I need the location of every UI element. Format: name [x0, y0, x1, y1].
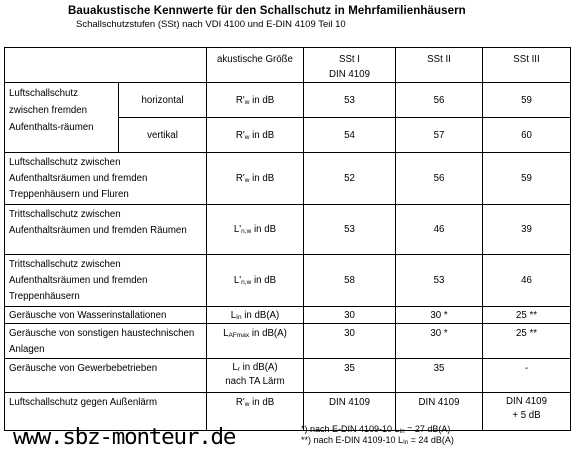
qty-unit: in dB(A)	[239, 362, 278, 373]
footnote-1-sub: In	[399, 429, 405, 435]
row-wasser-groesse	[207, 307, 304, 324]
row-treppen-luft-groesse	[207, 153, 304, 205]
website-logo: www.sbz-monteur.de	[13, 424, 236, 450]
row-haustechnik-groesse	[207, 324, 304, 359]
qty-symbol: R'	[235, 94, 245, 106]
qty-subscript: In	[236, 313, 242, 321]
footnote-2	[301, 435, 454, 446]
row-aussen-label: Luftschallschutz gegen Außenlärm	[5, 393, 207, 431]
row-vertikal-sub: vertikal	[119, 118, 207, 153]
header-sst1	[304, 48, 396, 83]
row-treppen-luft-label: Luftschallschutz zwischen Aufenthaltsräumen und fremden Treppenhäusern und Fluren	[5, 153, 207, 205]
footnote-1-text: *) nach E-DIN 4109-10 L	[301, 424, 400, 434]
row-aussen-sst1: DIN 4109	[304, 393, 396, 431]
qty-symbol: L'	[233, 275, 242, 286]
qty-subscript: r	[237, 366, 240, 373]
qty-symbol: L'	[233, 224, 242, 235]
table-row-haustechnik	[5, 324, 571, 359]
header-sst1-line1: SSt I	[339, 54, 360, 65]
row-gewerbe-sst2: 35	[396, 359, 483, 393]
row-gewerbe-sst3: -	[483, 359, 571, 393]
footnote-1	[301, 424, 454, 435]
qty-subscript: n,w	[241, 279, 252, 286]
row-tritt-treppen-label: Trittschallschutz zwischen Aufenthaltsräumen und fremden Treppenhäusern	[5, 255, 207, 307]
row-vertikal-sst1: 54	[304, 118, 396, 153]
qty-subscript: w	[244, 401, 250, 408]
footnotes	[301, 424, 454, 446]
luft-label-cell: Luftschallschutz zwischen fremden Aufenthalts-räumen	[5, 83, 119, 153]
qty-unit: in dB	[249, 94, 275, 106]
row-treppen-luft-sst3: 59	[483, 153, 571, 205]
row-gewerbe-sst1: 35	[304, 359, 396, 393]
row-tritt-raeume-groesse	[207, 205, 304, 255]
row-tritt-treppen-sst2: 53	[396, 255, 483, 307]
row-aussen-sst3-line2: + 5 dB	[512, 410, 541, 421]
row-haustechnik-sst3: 25 **	[483, 324, 571, 359]
row-tritt-treppen-sst1: 58	[304, 255, 396, 307]
header-sst3: SSt III	[483, 48, 571, 83]
row-haustechnik-sst2: 30 *	[396, 324, 483, 359]
footnote-1-value: = 27 dB(A)	[404, 424, 451, 434]
qty-unit: in dB(A)	[241, 309, 280, 321]
row-wasser-sst1: 30	[304, 307, 396, 324]
table-row-tritt-raeume	[5, 205, 571, 255]
row-vertikal-sst2: 57	[396, 118, 483, 153]
table-row-wasser	[5, 307, 571, 324]
row-aussen-sst3	[483, 393, 571, 431]
row-tritt-raeume-sst3: 39	[483, 205, 571, 255]
qty-subscript: w	[244, 133, 250, 141]
row-wasser-label: Geräusche von Wasserinstallationen	[5, 307, 207, 324]
qty-symbol: L	[232, 362, 238, 373]
qty-unit: in dB	[249, 397, 275, 408]
qty-unit: in dB	[249, 129, 275, 141]
row-aussen-sst2: DIN 4109	[396, 393, 483, 431]
row-horizontal-groesse	[207, 83, 304, 118]
kennwerte-table	[4, 47, 571, 431]
row-vertikal-groesse	[207, 118, 304, 153]
row-vertikal-sst3: 60	[483, 118, 571, 153]
page-title: Bauakustische Kennwerte für den Schallschutz in Mehrfamilienhäusern	[68, 5, 466, 17]
row-horizontal-sub: horizontal	[119, 83, 207, 118]
page-subtitle: Schallschutzstufen (SSt) nach VDI 4100 und E-DIN 4109 Teil 10	[76, 19, 346, 30]
row-tritt-raeume-sst1: 53	[304, 205, 396, 255]
qty-subscript: n,w	[241, 228, 252, 235]
footnote-2-value: = 24 dB(A)	[408, 435, 454, 445]
row-horizontal-sst1: 53	[304, 83, 396, 118]
qty-subscript: w	[244, 177, 250, 184]
qty-unit: in dB	[251, 275, 277, 286]
row-gewerbe-groesse-line1	[211, 361, 299, 375]
row-tritt-raeume-sst2: 46	[396, 205, 483, 255]
qty-symbol: L	[223, 328, 229, 339]
qty-symbol: R'	[235, 397, 245, 408]
footnote-2-text: **) nach E-DIN 4109-10 L	[301, 435, 404, 445]
header-groesse: akustische Größe	[207, 48, 304, 83]
row-treppen-luft-sst1: 52	[304, 153, 396, 205]
row-gewerbe-groesse	[207, 359, 304, 393]
row-tritt-raeume-label: Trittschallschutz zwischen Aufenthaltsräumen und fremden Räumen	[5, 205, 207, 255]
row-aussen-sst3-line1: DIN 4109	[506, 396, 547, 407]
row-treppen-luft-sst2: 56	[396, 153, 483, 205]
row-wasser-sst2: 30 *	[396, 307, 483, 324]
qty-unit: in dB(A)	[249, 328, 287, 339]
footnote-2-sub: In	[403, 440, 409, 446]
header-sst1-line2: DIN 4109	[329, 69, 370, 80]
table-row-horizontal	[5, 83, 571, 118]
row-haustechnik-label: Geräusche von sonstigen haustechnischen Anlagen	[5, 324, 207, 359]
row-tritt-treppen-groesse	[207, 255, 304, 307]
qty-unit: in dB	[251, 224, 277, 235]
header-row	[5, 48, 571, 83]
qty-symbol: L	[230, 309, 237, 321]
row-gewerbe-label: Geräusche von Gewerbebetrieben	[5, 359, 207, 393]
qty-symbol: R'	[235, 173, 245, 184]
qty-subscript: AFmax	[228, 332, 250, 339]
row-wasser-sst3: 25 **	[483, 307, 571, 324]
row-horizontal-sst2: 56	[396, 83, 483, 118]
row-gewerbe-groesse-line2: nach TA Lärm	[225, 376, 285, 387]
table-row-tritt-treppen	[5, 255, 571, 307]
header-empty-cell	[5, 48, 207, 83]
row-horizontal-sst3: 59	[483, 83, 571, 118]
table-row-gewerbe	[5, 359, 571, 393]
row-tritt-treppen-sst3: 46	[483, 255, 571, 307]
qty-subscript: w	[244, 98, 250, 106]
qty-symbol: R'	[235, 129, 245, 141]
qty-unit: in dB	[249, 173, 275, 184]
row-haustechnik-sst1: 30	[304, 324, 396, 359]
table-row-treppen-luft	[5, 153, 571, 205]
header-sst2: SSt II	[396, 48, 483, 83]
